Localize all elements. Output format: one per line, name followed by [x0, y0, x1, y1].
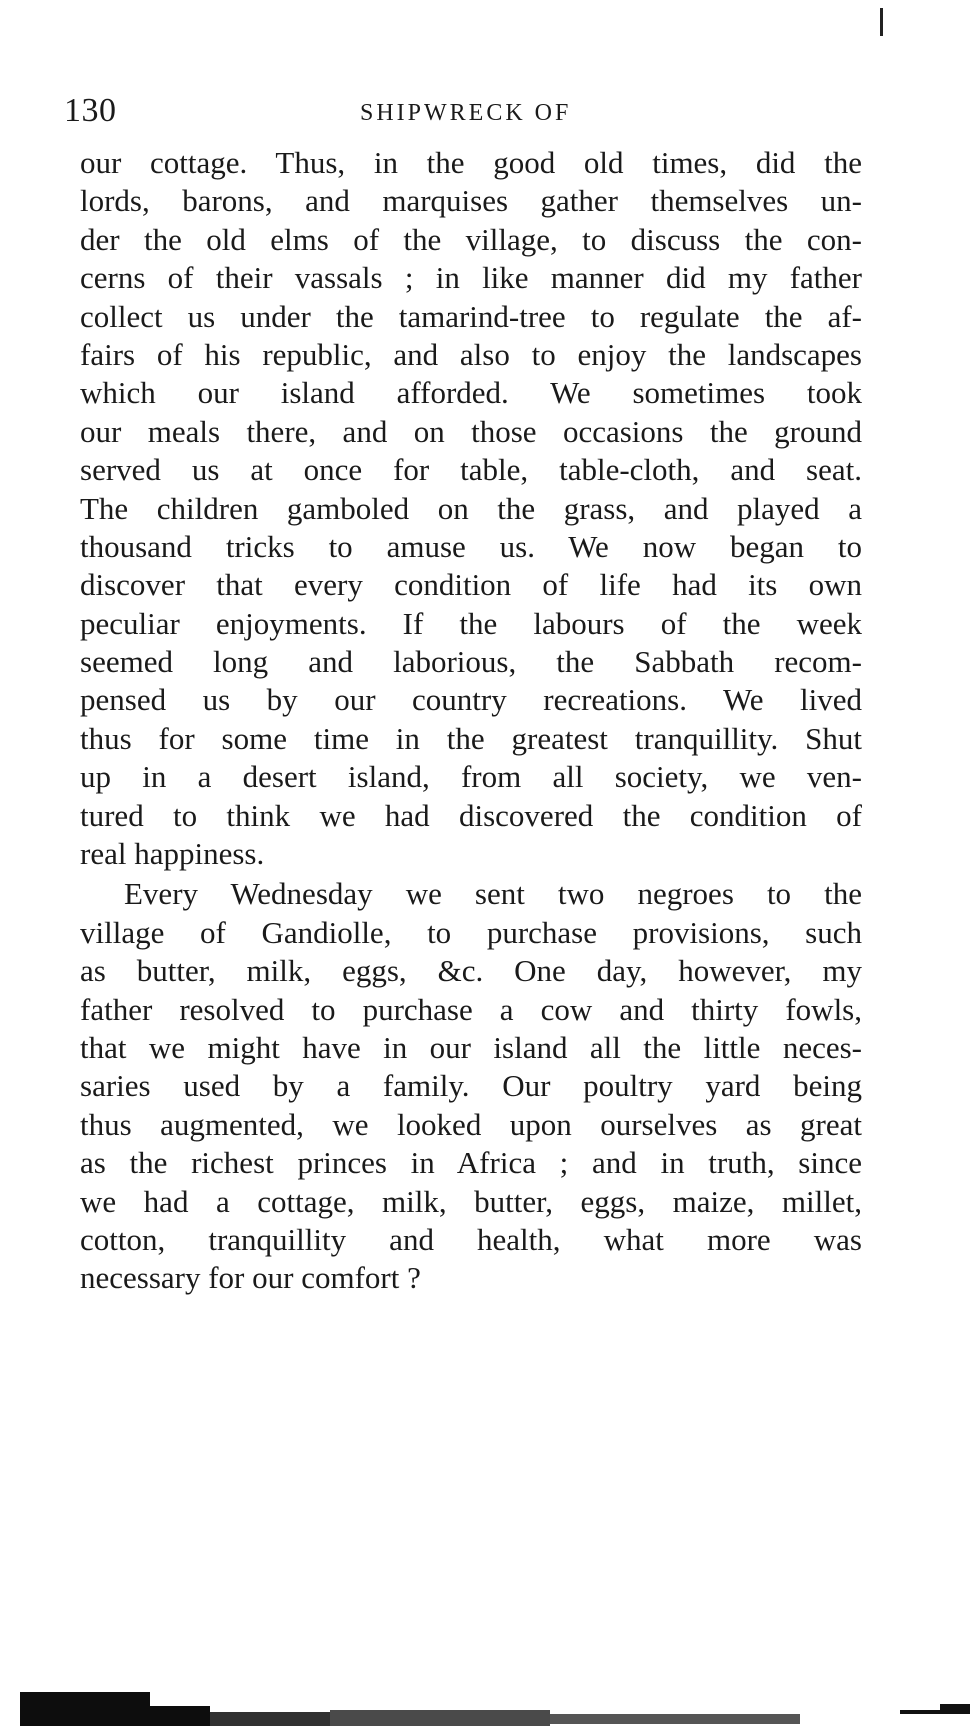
text-line: saries used by a family. Our poultry yard being	[80, 1068, 862, 1104]
text-line: discover that every condition of life had its own	[80, 567, 862, 603]
text-line: necessary for our comfort ?	[80, 1260, 421, 1296]
text-line: our meals there, and on those occasions the ground	[80, 413, 862, 449]
text-line: served us at once for table, table-cloth, and seat.	[80, 452, 862, 488]
scan-mark	[880, 8, 883, 36]
text-line: fairs of his republic, and also to enjoy the landscapes	[80, 336, 862, 372]
scan-edge-smudge	[0, 1686, 810, 1726]
scan-edge-mark	[940, 1704, 970, 1714]
text-line: which our island afforded. We sometimes took	[80, 375, 862, 411]
text-line: thousand tricks to amuse us. We now began to	[80, 528, 862, 564]
text-line: Every Wednesday we sent two negroes to the	[124, 876, 862, 912]
page-header	[58, 92, 858, 142]
text-line: pensed us by our country recreations. We lived	[80, 682, 862, 718]
text-line: seemed long and laborious, the Sabbath recom-	[80, 644, 862, 680]
text-line: The children gamboled on the grass, and played a	[80, 490, 862, 526]
running-head: SHIPWRECK OF	[360, 100, 572, 126]
smudge-segment	[210, 1712, 330, 1726]
text-line: der the old elms of the village, to discuss the con-	[80, 221, 862, 257]
text-line: collect us under the tamarind-tree to regulate the af-	[80, 298, 862, 334]
text-line: thus augmented, we looked upon ourselves as great	[80, 1106, 862, 1142]
page-number: 130	[64, 92, 117, 129]
text-line: that we might have in our island all the little neces-	[80, 1029, 862, 1065]
text-line: cerns of their vassals ; in like manner did my father	[80, 260, 862, 296]
text-line: village of Gandiolle, to purchase provisions, such	[80, 914, 862, 950]
text-line: lords, barons, and marquises gather themselves un-	[80, 183, 862, 219]
text-line: father resolved to purchase a cow and thirty fowls,	[80, 991, 862, 1027]
text-line: peculiar enjoyments. If the labours of the week	[80, 605, 862, 641]
smudge-segment	[550, 1714, 800, 1724]
paragraph-1	[80, 144, 862, 873]
body-text	[80, 144, 862, 1298]
text-line: our cottage. Thus, in the good old times, did the	[80, 145, 862, 180]
text-line: cotton, tranquillity and health, what more was	[80, 1221, 862, 1257]
text-line: real happiness.	[80, 836, 265, 872]
text-line: as butter, milk, eggs, &c. One day, however, my	[80, 953, 862, 989]
text-line: thus for some time in the greatest tranquillity. Shut	[80, 720, 862, 756]
text-line: we had a cottage, milk, butter, eggs, maize, millet,	[80, 1183, 862, 1219]
text-line: tured to think we had discovered the condition of	[80, 797, 862, 833]
smudge-segment	[20, 1692, 150, 1726]
text-line: as the richest princes in Africa ; and in truth, since	[80, 1145, 862, 1181]
text-line: up in a desert island, from all society, we ven-	[80, 759, 862, 795]
smudge-segment	[330, 1710, 550, 1726]
paragraph-2	[80, 875, 862, 1297]
scan-edge-mark	[900, 1710, 940, 1714]
smudge-segment	[150, 1706, 210, 1726]
